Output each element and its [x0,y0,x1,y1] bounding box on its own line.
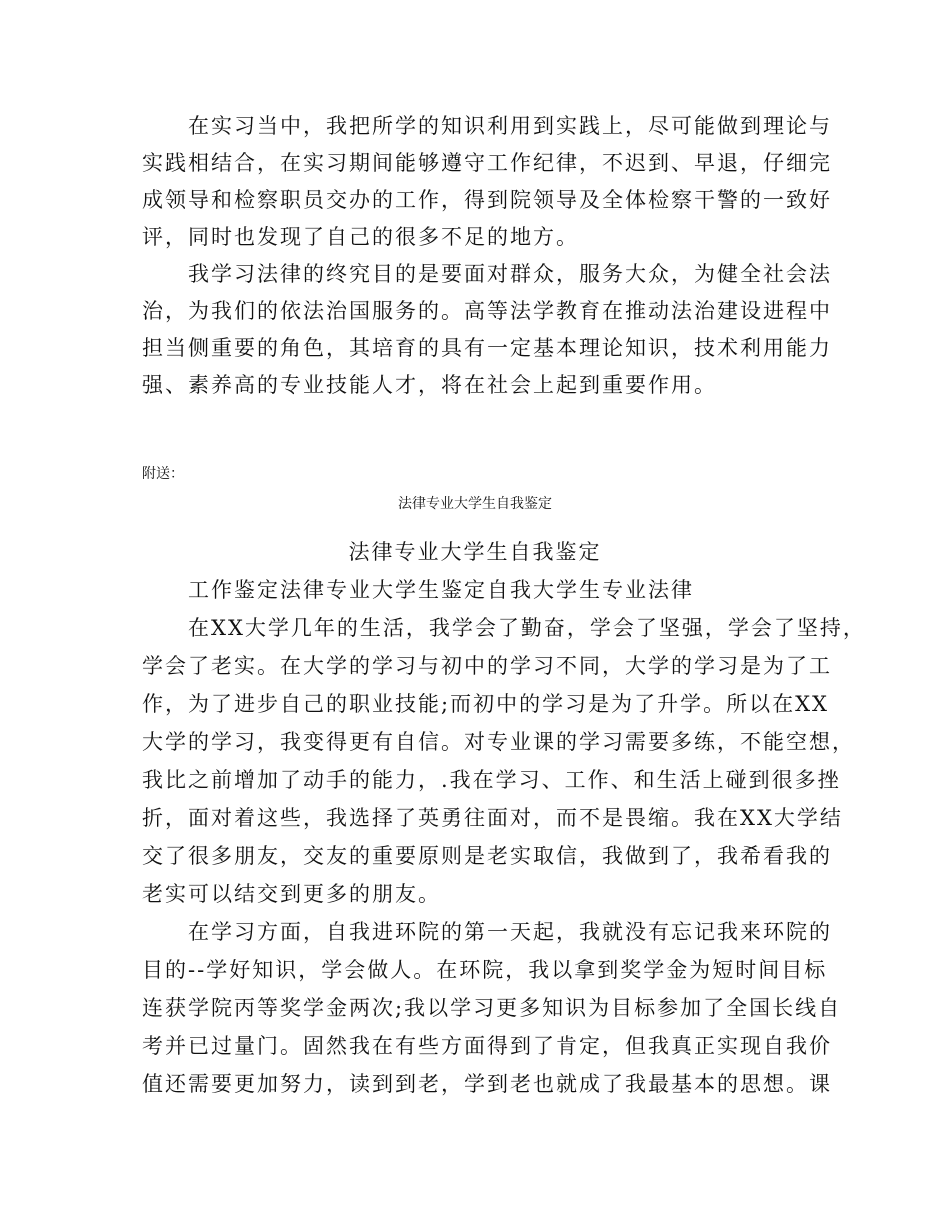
paragraph-line: 在XX大学几年的生活，我学会了勤奋，学会了坚强，学会了坚持， [188,616,866,640]
paragraph-line: 治，为我们的依法治国服务的。高等法学教育在推动法治建设进程中 [142,299,832,323]
paragraph-line: 评，同时也发现了自己的很多不足的地方。 [142,225,579,249]
paragraph-line: 在学习方面，自我进环院的第一天起，我就没有忘记我来环院的 [188,920,832,944]
paragraph-line: 考并已过量门。固然我在有些方面得到了肯定，但我真正实现自我价 [142,1034,832,1058]
paragraph-line: 成领导和检察职员交办的工作，得到院领导及全体检察干警的一致好 [142,188,832,212]
appendix-label: 附送： [142,466,184,482]
paragraph-line: 交了很多朋友，交友的重要原则是老实取信，我做到了，我希看我的 [142,844,832,868]
paragraph-line: 实践相结合，在实习期间能够遵守工作纪律，不迟到、早退，仔细完 [142,151,832,175]
appendix-title-small: 法律专业大学生自我鉴定 [398,496,552,512]
paragraph-line: 作，为了进步自己的职业技能;而初中的学习是为了升学。所以在XX [142,692,829,716]
paragraph-line: 我比之前增加了动手的能力，.我在学习、工作、和生活上碰到很多挫 [142,768,841,792]
paragraph-line: 目的--学好知识，学会做人。在环院，我以拿到奖学金为短时间目标 [142,958,828,982]
paragraph-line: 强、素养高的专业技能人才，将在社会上起到重要作用。 [142,373,717,397]
paragraph-line: 折，面对着这些，我选择了英勇往面对，而不是畏缩。我在XX大学结 [142,806,843,830]
paragraph-line: 连获学院丙等奖学金两次;我以学习更多知识为目标参加了全国长线自 [142,996,842,1020]
paragraph-line: 值还需要更加努力，读到到老，学到老也就成了我最基本的思想。课 [142,1072,832,1096]
appendix-title-large: 法律专业大学生自我鉴定 [348,540,602,564]
paragraph-line: 担当侧重要的角色，其培育的具有一定基本理论知识，技术利用能力 [142,336,832,360]
paragraph-line: 在实习当中，我把所学的知识利用到实践上，尽可能做到理论与 [188,114,832,138]
paragraph-line: 老实可以结交到更多的朋友。 [142,882,441,906]
paragraph-line: 我学习法律的终究目的是要面对群众，服务大众，为健全社会法 [188,262,832,286]
keywords-line: 工作鉴定法律专业大学生鉴定自我大学生专业法律 [188,578,694,602]
paragraph-line: 学会了老实。在大学的学习与初中的学习不同，大学的学习是为了工 [142,654,832,678]
paragraph-line: 大学的学习，我变得更有自信。对专业课的学习需要多练，不能空想， [142,730,855,754]
